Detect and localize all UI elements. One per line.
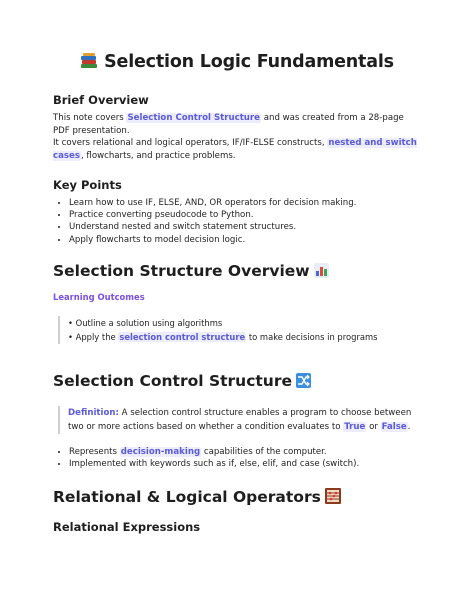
highlight-nested-switch: nested and switch cases bbox=[53, 138, 417, 161]
section-heading-operators bbox=[53, 488, 340, 506]
bullet-1b: capabilities of the computer. bbox=[201, 447, 327, 457]
brief-text-2a: It covers relational and logical operators, IF/IF-ELSE constructs, bbox=[53, 138, 328, 149]
definition-end: . bbox=[407, 422, 411, 432]
bullet-1a: Represents bbox=[69, 447, 120, 457]
highlight-selection-control-structure-2: selection control structure bbox=[119, 332, 246, 342]
brief-text-1b: and was created from a 28-page PDF presentation. bbox=[53, 113, 404, 136]
learning-outcomes-label: Learning Outcomes bbox=[53, 292, 145, 302]
definition-callout bbox=[58, 406, 428, 434]
section-heading-control bbox=[53, 372, 311, 390]
outcome-1: • Outline a solution using algorithms bbox=[68, 318, 223, 328]
abacus-icon bbox=[325, 488, 340, 503]
list-item bbox=[69, 446, 429, 458]
outcome-2 bbox=[68, 330, 398, 344]
page-title bbox=[0, 52, 474, 75]
section-heading-control-text: Selection Control Structure bbox=[53, 372, 293, 390]
brief-overview-text bbox=[53, 112, 423, 162]
bar-chart-icon bbox=[314, 263, 329, 278]
highlight-true: True bbox=[344, 422, 366, 432]
brief-text-1a: This note covers bbox=[53, 113, 127, 123]
outcome-2a: • Apply the bbox=[68, 332, 119, 342]
list-item: • Understand nested and switch statement structures. bbox=[69, 221, 429, 233]
highlight-selection-control-structure: Selection Control Structure bbox=[127, 113, 260, 123]
section-heading-overview-text: Selection Structure Overview bbox=[53, 262, 310, 280]
relational-expressions-heading: Relational Expressions bbox=[53, 520, 201, 534]
control-bullets bbox=[53, 446, 429, 470]
section-heading-overview bbox=[53, 262, 329, 280]
outcome-2b: to make decisions in programs bbox=[246, 332, 378, 342]
highlight-decision-making: decision-making bbox=[120, 447, 201, 457]
section-heading-operators-text: Relational & Logical Operators bbox=[53, 488, 321, 506]
key-points-heading: Key Points bbox=[53, 178, 122, 192]
key-points-list bbox=[53, 197, 429, 246]
list-item: • Implemented with keywords such as if, else, elif, and case (switch). bbox=[69, 458, 429, 470]
learning-outcomes-quote bbox=[58, 316, 398, 344]
books-icon bbox=[80, 52, 98, 75]
definition-label: Definition: bbox=[68, 408, 119, 418]
brief-overview-heading: Brief Overview bbox=[53, 93, 149, 107]
highlight-false: False bbox=[381, 422, 407, 432]
brief-text-2b: , flowcharts, and practice problems. bbox=[80, 150, 236, 161]
definition-or: or bbox=[366, 422, 381, 432]
definition-text: A selection control structure enables a program to choose between two or more actions based on whether a condition evaluates to bbox=[68, 408, 412, 432]
list-item: • Practice converting pseudocode to Python. bbox=[69, 209, 429, 221]
page-title-text: Selection Logic Fundamentals bbox=[104, 52, 394, 72]
shuffle-icon bbox=[296, 373, 311, 388]
list-item: • Apply flowcharts to model decision logic. bbox=[69, 234, 429, 246]
list-item: • Learn how to use IF, ELSE, AND, OR operators for decision making. bbox=[69, 197, 429, 209]
